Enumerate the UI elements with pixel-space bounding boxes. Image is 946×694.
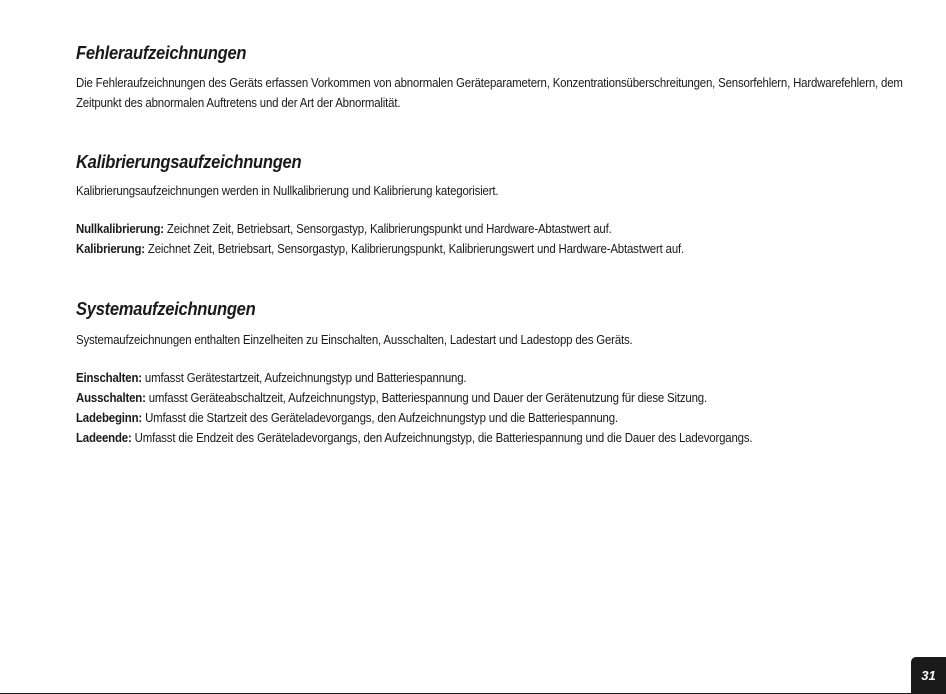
section-kalibrierungsaufzeichnungen <box>76 151 916 259</box>
section-fehleraufzeichnungen <box>76 42 916 113</box>
paragraph-kalibrierung-intro: Kalibrierungsaufzeichnungen werden in Nullkalibrierung und Kalibrierung kategorisiert. <box>76 183 499 198</box>
term-ausschalten: Ausschalten: <box>76 390 146 405</box>
definition-ausschalten <box>76 388 815 408</box>
definition-kalibrierung <box>76 239 815 259</box>
kalibrierung-definitions <box>76 219 916 259</box>
page-number: 31 <box>921 668 936 683</box>
text-ausschalten: umfasst Geräteabschaltzeit, Aufzeichnungstyp, Batteriespannung und Dauer der Gerätenutzung für diese Sitzung. <box>145 390 707 405</box>
heading-kalibrierungsaufzeichnungen: Kalibrierungsaufzeichnungen <box>76 152 302 172</box>
heading-systemaufzeichnungen: Systemaufzeichnungen <box>76 299 256 319</box>
system-definitions <box>76 368 916 448</box>
text-ladeende: Umfasst die Endzeit des Geräteladevorgangs, den Aufzeichnungstyp, die Batteriespannung und die Dauer des Ladevorgangs. <box>131 430 753 445</box>
section-systemaufzeichnungen <box>76 298 916 448</box>
definition-nullkalibrierung <box>76 219 815 239</box>
definition-ladebeginn <box>76 408 815 428</box>
term-einschalten: Einschalten: <box>76 370 142 385</box>
definition-ladeende <box>76 428 815 448</box>
fehler-body-text: Die Fehleraufzeichnungen des Geräts erfassen Vorkommen von abnormalen Geräteparametern, Konzentrationsüberschreitungen, Sensorfehlern, Hardwarefehlern, dem Zeitpunkt des abnormalen Auftretens und der Art der Abnormalität. <box>76 75 903 110</box>
text-kalibrierung: Zeichnet Zeit, Betriebsart, Sensorgastyp, Kalibrierungspunkt, Kalibrierungswert und Hardware-Abtastwert auf. <box>144 241 685 256</box>
term-ladebeginn: Ladebeginn: <box>76 410 143 425</box>
paragraph-system-intro: Systemaufzeichnungen enthalten Einzelheiten zu Einschalten, Ausschalten, Ladestart und Ladestopp des Geräts. <box>76 332 633 347</box>
text-ladebeginn: Umfasst die Startzeit des Geräteladevorgangs, den Aufzeichnungstyp und die Batteriespannung. <box>142 410 618 425</box>
definition-einschalten <box>76 368 815 388</box>
term-nullkalibrierung: Nullkalibrierung: <box>76 221 164 236</box>
text-einschalten: umfasst Gerätestartzeit, Aufzeichnungstyp und Batteriespannung. <box>141 370 467 385</box>
page-number-tab <box>911 657 946 694</box>
term-kalibrierung: Kalibrierung: <box>76 241 145 256</box>
heading-fehleraufzeichnungen: Fehleraufzeichnungen <box>76 43 247 63</box>
text-nullkalibrierung: Zeichnet Zeit, Betriebsart, Sensorgastyp, Kalibrierungspunkt und Hardware-Abtastwert auf. <box>163 221 612 236</box>
paragraph-fehleraufzeichnungen <box>76 73 916 113</box>
term-ladeende: Ladeende: <box>76 430 132 445</box>
